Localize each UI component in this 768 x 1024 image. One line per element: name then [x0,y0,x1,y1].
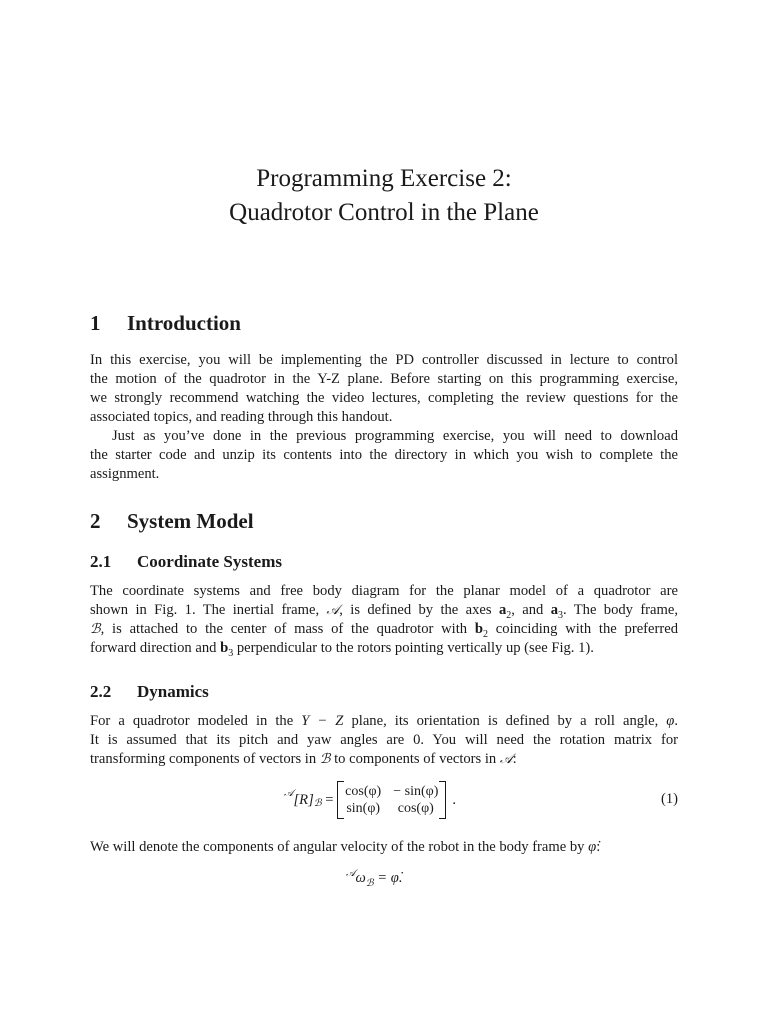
section-number: 2 [90,509,101,533]
text-line: assignment. [90,466,160,482]
title-line-1: Programming Exercise 2: [256,165,512,192]
angular-velocity-equation: $^𝒜\omega_ℬ$ = φ̇. [346,868,403,889]
angular-velocity-paragraph: We will denote the components of angular velocity of the robot in the body frame by φ̇: [90,839,601,855]
matrix-entry: − sin(φ) [393,784,439,799]
equation-number: (1) [660,791,678,807]
matrix-entry: cos(φ) [397,801,434,816]
text-line: shown in Fig. 1. The inertial frame, 𝒜, is defined by the axes $a_2$, and $a_3$. The body frame, [90,602,679,621]
frame-B-symbol: ℬ [90,621,101,637]
text-line: associated topics, and reading through this handout. [90,409,393,425]
text-line: the motion of the quadrotor in the Y-Z plane. Before starting on this programming exercise, [90,371,678,387]
text-line: transforming components of vectors in ℬ to components of vectors in 𝒜: [90,751,517,767]
rotation-matrix-equation: $^𝒜$ [R] $_ℬ$ = cos(φ) − sin(φ) sin(φ) cos(φ) . [284,781,456,819]
matrix-entry: cos(φ) [345,784,382,799]
section-number: 1 [90,311,101,335]
matrix-entry: sin(φ) [346,801,381,816]
text-line: For a quadrotor modeled in the Y − Z plane, its orientation is defined by a roll angle, φ. [90,713,679,729]
text-line: we strongly recommend watching the video lectures, completing the review questions for the [90,390,678,406]
rotation-matrix [337,781,446,819]
coordinate-systems-paragraph [90,582,678,658]
section-heading-system-model [90,509,254,534]
subsection-number: 2.1 [90,552,112,571]
text-line: ℬ, is attached to the center of mass of the quadrotor with $b_2$ coinciding with the preferred [90,621,678,640]
section-heading-introduction [90,311,241,336]
text-line: forward direction and $b_3$ perpendicular to the rotors pointing vertically up (see Fig. 1). [90,640,594,659]
frame-A-symbol: 𝒜 [326,602,340,618]
subsection-title: Coordinate Systems [137,552,282,571]
subsection-title: Dynamics [137,682,209,701]
text-line: the starter code and unzip its contents into the directory in which you wish to complete the [90,447,678,463]
section-title: Introduction [127,311,241,335]
text-line: Just as you’ve done in the previous programming exercise, you will need to download [112,428,678,444]
text-line: The coordinate systems and free body diagram for the planar model of a quadrotor are [90,583,678,599]
title-line-2: Quadrotor Control in the Plane [229,199,539,226]
subsection-heading-coordinate-systems [90,552,282,572]
intro-paragraph-1 [90,351,678,427]
subsection-heading-dynamics [90,682,209,702]
intro-paragraph-2 [90,427,678,484]
subsection-number: 2.2 [90,682,112,701]
text-line: In this exercise, you will be implementing the PD controller discussed in lecture to control [90,352,678,368]
section-title: System Model [127,509,254,533]
dynamics-paragraph [90,712,678,769]
text-line: It is assumed that its pitch and yaw angles are 0. You will need the rotation matrix for [90,732,678,748]
